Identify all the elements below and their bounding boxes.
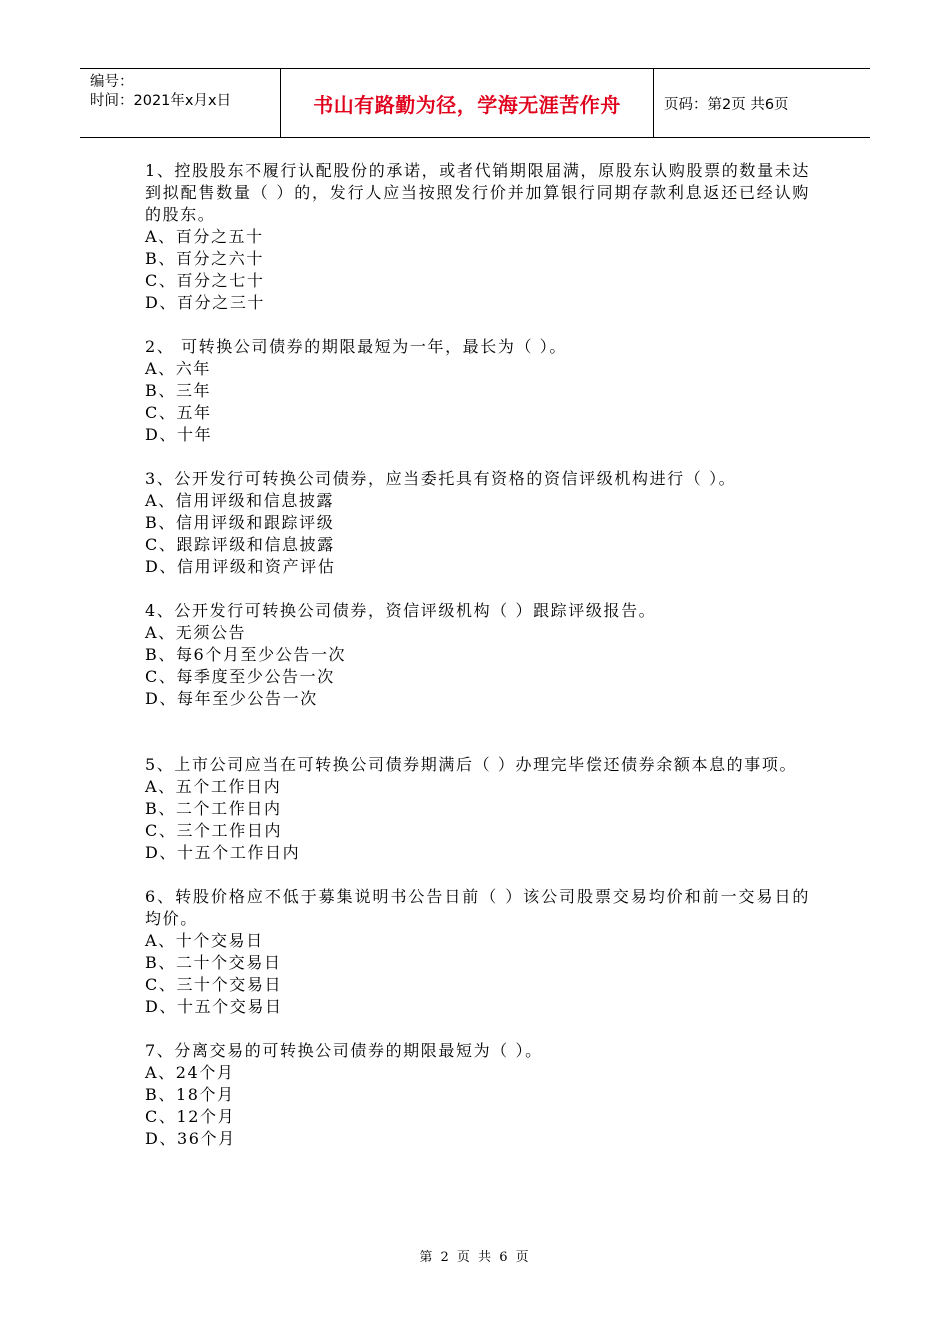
header-meta bbox=[80, 69, 281, 137]
question-stem: 5、上市公司应当在可转换公司债券期满后（ ）办理完毕偿还债券余额本息的事项。 bbox=[145, 755, 798, 774]
date-label: 时间：2021年x月x日 bbox=[90, 93, 232, 109]
option-a: A、无须公告 bbox=[145, 623, 247, 642]
option-c: C、三十个交易日 bbox=[145, 975, 283, 994]
option-c: C、五年 bbox=[145, 403, 212, 422]
option-c: C、跟踪评级和信息披露 bbox=[145, 535, 335, 554]
question-stem: 6、转股价格应不低于募集说明书公告日前（ ）该公司股票交易均价和前一交易日的均价。 bbox=[145, 887, 810, 928]
option-c: C、每季度至少公告一次 bbox=[145, 667, 335, 686]
option-a: A、信用评级和信息披露 bbox=[145, 491, 335, 510]
option-b: B、百分之六十 bbox=[145, 249, 264, 268]
option-b: B、信用评级和跟踪评级 bbox=[145, 513, 335, 532]
option-a: A、六年 bbox=[145, 359, 211, 378]
option-a: A、五个工作日内 bbox=[145, 777, 282, 796]
question-3 bbox=[145, 468, 810, 578]
option-c: C、12个月 bbox=[145, 1107, 236, 1126]
option-b: B、二个工作日内 bbox=[145, 799, 282, 818]
option-d: D、十五个工作日内 bbox=[145, 843, 301, 862]
option-a: A、十个交易日 bbox=[145, 931, 264, 950]
header-motto: 书山有路勤为径，学海无涯苦作舟 bbox=[281, 69, 654, 137]
option-a: A、24个月 bbox=[145, 1063, 235, 1082]
option-a: A、百分之五十 bbox=[145, 227, 264, 246]
question-stem: 1、控股股东不履行认配股份的承诺，或者代销期限届满，原股东认购股票的数量未达到拟配售数量（ ）的，发行人应当按照发行价并加算银行同期存款利息返还已经认购的股东。 bbox=[145, 161, 810, 224]
option-d: D、信用评级和资产评估 bbox=[145, 557, 336, 576]
option-b: B、三年 bbox=[145, 381, 212, 400]
option-b: B、二十个交易日 bbox=[145, 953, 282, 972]
question-stem: 2、 可转换公司债券的期限最短为一年，最长为（ ）。 bbox=[145, 337, 567, 356]
option-b: B、18个月 bbox=[145, 1085, 235, 1104]
option-b: B、每6个月至少公告一次 bbox=[145, 645, 347, 664]
question-6 bbox=[145, 886, 810, 1018]
question-list bbox=[145, 160, 810, 1172]
code-label: 编号： bbox=[90, 74, 134, 90]
question-stem: 7、分离交易的可转换公司债券的期限最短为（ ）。 bbox=[145, 1041, 543, 1060]
question-4 bbox=[145, 600, 810, 710]
option-d: D、百分之三十 bbox=[145, 293, 266, 312]
page-header bbox=[80, 68, 870, 138]
question-7 bbox=[145, 1040, 810, 1150]
question-stem: 3、公开发行可转换公司债券，应当委托具有资格的资信评级机构进行（ ）。 bbox=[145, 469, 737, 488]
question-2 bbox=[145, 336, 810, 446]
question-stem: 4、公开发行可转换公司债券，资信评级机构（ ）跟踪评级报告。 bbox=[145, 601, 657, 620]
option-d: D、十年 bbox=[145, 425, 213, 444]
header-page-label: 页码：第2页 共6页 bbox=[664, 96, 789, 113]
option-d: D、十五个交易日 bbox=[145, 997, 283, 1016]
option-c: C、百分之七十 bbox=[145, 271, 265, 290]
question-5 bbox=[145, 754, 810, 864]
option-d: D、每年至少公告一次 bbox=[145, 689, 318, 708]
option-d: D、36个月 bbox=[145, 1129, 236, 1148]
question-1 bbox=[145, 160, 810, 314]
page-footer: 第 2 页 共 6 页 bbox=[419, 1250, 531, 1265]
option-c: C、三个工作日内 bbox=[145, 821, 283, 840]
